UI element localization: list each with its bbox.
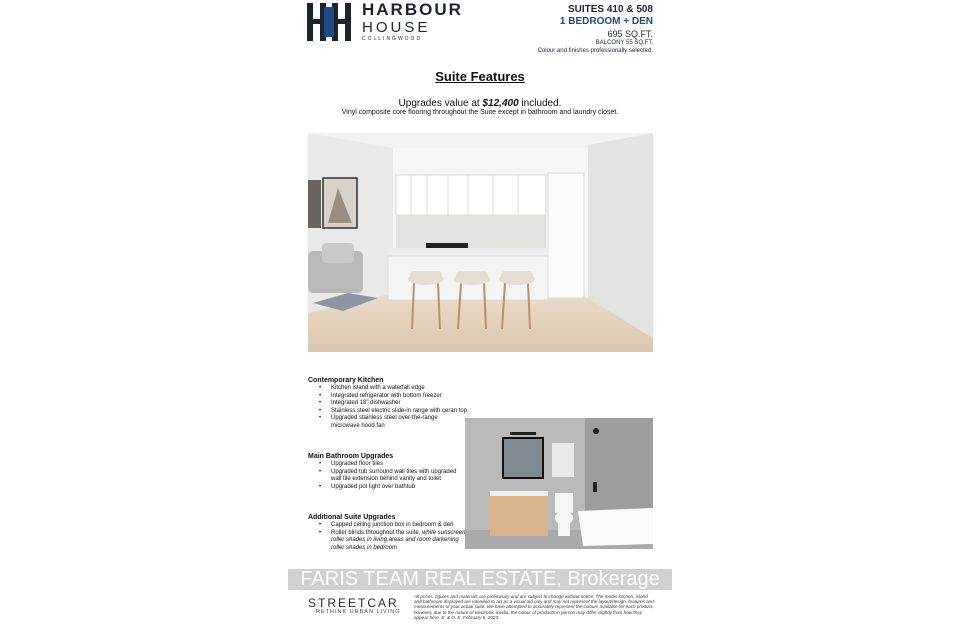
page-title: Suite Features bbox=[435, 69, 525, 84]
list-item: • Upgraded tub surround wall tiles with upgraded wall tile extension behind vanity and toilet bbox=[331, 469, 466, 484]
bathroom-heading: Main Bathroom Upgrades bbox=[308, 453, 394, 460]
balcony-area: BALCONY 55 SQ.FT. bbox=[595, 40, 653, 46]
flooring-note: Vinyl composite core flooring throughout the Suite except in bathroom and laundry closet. bbox=[341, 109, 619, 116]
finish-note: Colour and finishes professionally selected. bbox=[537, 48, 653, 54]
legal-disclaimer: All prices, figures and materials are preliminary and are subject to change without notice. The model kitchen, island and bathroom displayed are intended to act as a visual aid only and may not represent the layout/design, features and measurements of your actual suite. We have attempted to accurately represent the colours available for each product, however, due to the nature of electronic media, the colour of products in person may differ slightly from how they appear here. E. & O. E. February 6, 2023. bbox=[414, 594, 654, 620]
list-item: • Upgraded pot light over bathtub bbox=[331, 484, 466, 492]
streetcar-logo: STREETCAR bbox=[308, 596, 399, 610]
logo-wordmark-top: HARBOUR bbox=[362, 0, 463, 19]
list-item: • Upgraded floor tiles bbox=[331, 461, 466, 469]
logo-wordmark-bottom: HOUSE bbox=[362, 19, 431, 36]
additional-heading: Additional Suite Upgrades bbox=[308, 514, 396, 521]
suite-area: 695 SQ.FT. bbox=[607, 29, 653, 39]
list-item: • Integrated 18" dishwasher bbox=[331, 400, 466, 408]
blinds-detail: white sunscreen roller shades in living areas and room darkening roller shades in bedroom bbox=[331, 529, 466, 551]
upgrade-amount: $12,400 bbox=[482, 98, 519, 109]
list-item bbox=[331, 530, 466, 553]
suite-numbers: SUITES 410 & 508 bbox=[567, 4, 653, 15]
list-item: • Upgraded stainless steel over-the-range microwave hood fan bbox=[331, 415, 441, 430]
list-item: • Stainless steel electric slide-in range with ceran top bbox=[331, 408, 466, 416]
logo-town: COLLINGWOOD bbox=[362, 36, 423, 42]
bathroom-rendering-image bbox=[465, 418, 653, 549]
bedroom-type: 1 BEDROOM + DEN bbox=[559, 16, 653, 27]
streetcar-tagline: RETHINK URBAN LIVING bbox=[316, 609, 401, 615]
kitchen-feature-list bbox=[331, 385, 466, 430]
blinds-text: Roller blinds throughout the suite, bbox=[331, 529, 421, 536]
kitchen-heading: Contemporary Kitchen bbox=[308, 377, 384, 384]
kitchen-rendering-image bbox=[308, 133, 653, 352]
bathroom-feature-list bbox=[331, 461, 466, 491]
upgrade-prefix: Upgrades value at bbox=[398, 98, 483, 109]
list-item: • Kitchen island with a waterfall edge bbox=[331, 385, 466, 393]
additional-feature-list bbox=[331, 522, 466, 552]
list-item: • Integrated refrigerator with bottom freezer bbox=[331, 393, 466, 401]
upgrade-value-line bbox=[0, 98, 960, 109]
harbour-house-logo-icon bbox=[307, 3, 351, 41]
brokerage-watermark: FARIS TEAM REAL ESTATE, Brokerage bbox=[288, 569, 672, 590]
list-item: • Capped ceiling junction box in bedroom & den bbox=[331, 522, 466, 530]
upgrade-suffix: included. bbox=[518, 98, 562, 109]
